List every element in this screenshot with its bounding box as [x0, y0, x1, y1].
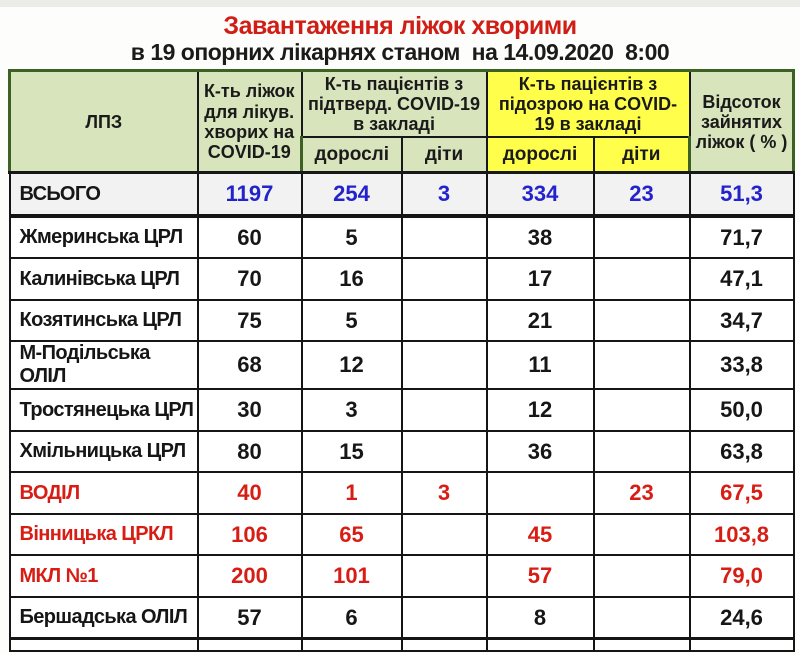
- cell-confirmed-adults: 1: [302, 472, 402, 514]
- cell-suspected-children: 23: [594, 173, 690, 216]
- table-row: [10, 597, 794, 639]
- cell-suspected-children: 23: [594, 472, 690, 514]
- beds-occupancy-table: [8, 69, 795, 652]
- page-title: Завантаження ліжок хворими: [223, 12, 577, 40]
- cell-confirmed-children: [402, 300, 487, 342]
- cell-confirmed-children: 3: [402, 173, 487, 216]
- cell-confirmed-children: [402, 216, 487, 259]
- cell-suspected-children: [594, 258, 690, 300]
- table-row-cutoff: [10, 639, 794, 652]
- cell-suspected-adults: 45: [487, 514, 594, 556]
- cell-beds: 1197: [198, 173, 302, 216]
- header-lpz: ЛПЗ: [10, 71, 198, 173]
- cell-suspected-adults: 38: [487, 216, 594, 259]
- cell-percent: 34,7: [690, 300, 794, 342]
- cell-confirmed-children: [402, 389, 487, 431]
- cell-confirmed-adults: 65: [302, 514, 402, 556]
- cell-beds: 60: [198, 216, 302, 259]
- cell-suspected-adults: 36: [487, 431, 594, 473]
- cell-confirmed-children: [402, 555, 487, 597]
- cell-percent: 79,0: [690, 555, 794, 597]
- cell-percent: 33,8: [690, 341, 794, 389]
- cell-confirmed-adults: 16: [302, 258, 402, 300]
- cell-confirmed-adults: 6: [302, 597, 402, 639]
- cell-beds: 200: [198, 555, 302, 597]
- cell-suspected-children: [594, 300, 690, 342]
- cell-beds: 57: [198, 597, 302, 639]
- header-beds: К-ть ліжок для лікув. хворих на COVID-19: [198, 71, 302, 173]
- cell-hospital-name: Хмільницька ЦРЛ: [10, 431, 198, 473]
- cell-beds: 106: [198, 514, 302, 556]
- header-confirmed-children: діти: [402, 137, 487, 173]
- cell-confirmed-children: [402, 431, 487, 473]
- cell-confirmed-adults: 3: [302, 389, 402, 431]
- table-row-total: [10, 173, 794, 216]
- table-row: [10, 300, 794, 342]
- cell-hospital-name: Тростянецька ЦРЛ: [10, 389, 198, 431]
- cell-suspected-children: [594, 216, 690, 259]
- cell-hospital-name: Калинівська ЦРЛ: [10, 258, 198, 300]
- cell-suspected-children: [594, 597, 690, 639]
- cell-suspected-adults: 17: [487, 258, 594, 300]
- cell-beds: 40: [198, 472, 302, 514]
- table-row: [10, 472, 794, 514]
- table-row: [10, 258, 794, 300]
- cell-percent: 67,5: [690, 472, 794, 514]
- cell-hospital-name: ВОДІЛ: [10, 472, 198, 514]
- cell-percent: 51,3: [690, 173, 794, 216]
- table-row: [10, 216, 794, 259]
- cell-confirmed-children: [402, 341, 487, 389]
- cell-confirmed-adults: 5: [302, 300, 402, 342]
- cell-confirmed-children: 3: [402, 472, 487, 514]
- cell-confirmed-adults: 12: [302, 341, 402, 389]
- header-percent: Відсоток зайнятих ліжок ( % ): [690, 71, 794, 173]
- cell-confirmed-children: [402, 514, 487, 556]
- cell-beds: 30: [198, 389, 302, 431]
- cell-suspected-children: [594, 341, 690, 389]
- cell-suspected-adults: 334: [487, 173, 594, 216]
- cell-suspected-adults: 57: [487, 555, 594, 597]
- cell-hospital-name: МКЛ №1: [10, 555, 198, 597]
- cell-confirmed-children: [402, 597, 487, 639]
- cell-confirmed-children: [402, 258, 487, 300]
- cell-confirmed-adults: 254: [302, 173, 402, 216]
- cell-hospital-name: ВСЬОГО: [10, 173, 198, 216]
- header-suspected-group: К-ть пацієнтів з підозрою на COVID-19 в закладі: [487, 71, 690, 138]
- table-header: [10, 71, 794, 173]
- cell-hospital-name: Жмеринська ЦРЛ: [10, 216, 198, 259]
- window-top-strip: [0, 0, 800, 7]
- cell-percent: 24,6: [690, 597, 794, 639]
- page-subtitle: в 19 опорних лікарнях станом на 14.09.2020 8:00: [130, 39, 670, 66]
- cell-confirmed-adults: 101: [302, 555, 402, 597]
- cell-suspected-children: [594, 389, 690, 431]
- cell-suspected-adults: [487, 472, 594, 514]
- table-body: [10, 173, 794, 652]
- table-row: [10, 389, 794, 431]
- cell-percent: 71,7: [690, 216, 794, 259]
- header-suspected-children: діти: [594, 137, 690, 173]
- cell-hospital-name: Козятинська ЦРЛ: [10, 300, 198, 342]
- cell-percent: 50,0: [690, 389, 794, 431]
- cell-suspected-children: [594, 431, 690, 473]
- table-row: [10, 555, 794, 597]
- cell-suspected-adults: 12: [487, 389, 594, 431]
- cell-suspected-adults: 8: [487, 597, 594, 639]
- cell-percent: 63,8: [690, 431, 794, 473]
- table-row: [10, 514, 794, 556]
- cell-beds: 80: [198, 431, 302, 473]
- cell-beds: 68: [198, 341, 302, 389]
- cell-percent: 103,8: [690, 514, 794, 556]
- cell-hospital-name: Бершадська ОЛІЛ: [10, 597, 198, 639]
- cell-hospital-name: М-Подільська ОЛІЛ: [10, 341, 198, 389]
- cell-suspected-children: [594, 555, 690, 597]
- header-confirmed-group: К-ть пацієнтів з підтверд. COVID-19 в закладі: [302, 71, 487, 138]
- cell-beds: 70: [198, 258, 302, 300]
- table-row: [10, 341, 794, 389]
- header-suspected-adults: дорослі: [487, 137, 594, 173]
- table-row: [10, 431, 794, 473]
- cell-suspected-children: [594, 514, 690, 556]
- cell-suspected-adults: 11: [487, 341, 594, 389]
- header-confirmed-adults: дорослі: [302, 137, 402, 173]
- cell-beds: 75: [198, 300, 302, 342]
- cell-confirmed-adults: 15: [302, 431, 402, 473]
- cell-hospital-name: Вінницька ЦРКЛ: [10, 514, 198, 556]
- cell-suspected-adults: 21: [487, 300, 594, 342]
- cell-percent: 47,1: [690, 258, 794, 300]
- header-group-row: [10, 71, 794, 138]
- cell-confirmed-adults: 5: [302, 216, 402, 259]
